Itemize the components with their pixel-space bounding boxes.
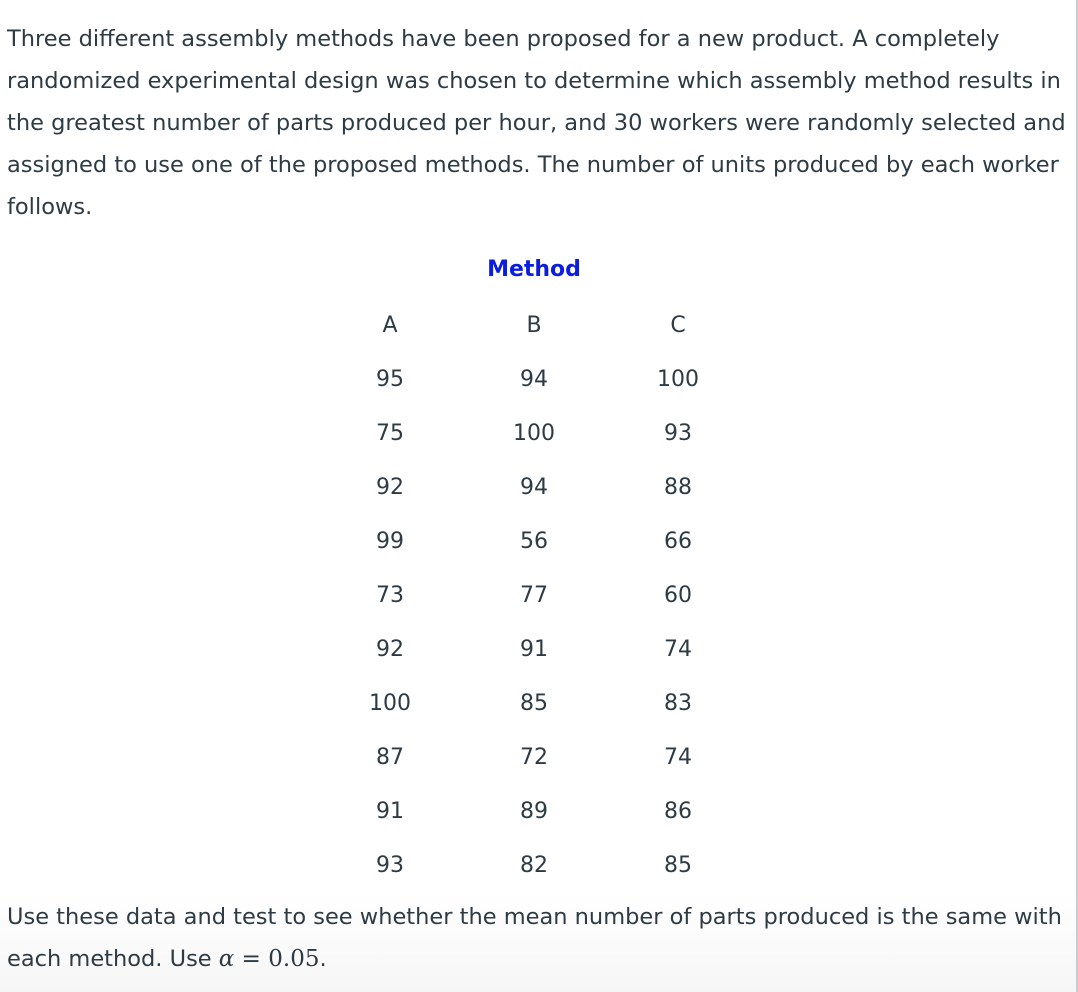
table-row	[318, 460, 750, 514]
table-cell: 100	[657, 366, 699, 392]
table-cell: 93	[664, 420, 692, 446]
table-row	[318, 622, 750, 676]
data-table	[318, 298, 750, 892]
table-cell: 82	[520, 852, 548, 878]
table-cell: 91	[520, 636, 548, 662]
instruction-prefix: Use these data and test to see whether the mean number of parts produced is the same with each method. Use	[7, 904, 1062, 972]
table-cell: 92	[376, 474, 404, 500]
table-cell: 66	[664, 528, 692, 554]
alpha-symbol: α	[218, 946, 235, 972]
table-cell: 100	[513, 420, 555, 446]
table-cell: 75	[376, 420, 404, 446]
table-cell: 87	[376, 744, 404, 770]
table-cell: 92	[376, 636, 404, 662]
table-cell: 88	[664, 474, 692, 500]
table-cell: 94	[520, 474, 548, 500]
table-body	[318, 352, 750, 892]
table-header-row	[318, 298, 750, 352]
method-table-title: Method	[487, 257, 581, 282]
table-cell: 74	[664, 636, 692, 662]
table-cell: 100	[369, 690, 411, 716]
table-row	[318, 514, 750, 568]
table-row	[318, 406, 750, 460]
table-row	[318, 352, 750, 406]
question-intro-text: Three different assembly methods have been proposed for a new product. A completely randomized experimental design was chosen to determine which assembly method results in the greatest number of parts produced per hour, and 30 workers were randomly selected and assigned to use one of the proposed methods. The number of units produced by each worker follows.	[7, 26, 1066, 220]
table-row	[318, 676, 750, 730]
table-cell: 95	[376, 366, 404, 392]
question-instruction-text	[7, 896, 1067, 980]
table-cell: 86	[664, 798, 692, 824]
column-header-a: A	[382, 312, 398, 338]
table-row	[318, 730, 750, 784]
table-cell: 74	[664, 744, 692, 770]
column-header-c: C	[670, 312, 686, 338]
table-cell: 89	[520, 798, 548, 824]
instruction-suffix: .	[319, 946, 327, 972]
table-cell: 99	[376, 528, 404, 554]
table-row	[318, 838, 750, 892]
table-cell: 94	[520, 366, 548, 392]
table-row	[318, 784, 750, 838]
table-cell: 56	[520, 528, 548, 554]
table-cell: 73	[376, 582, 404, 608]
table-cell: 77	[520, 582, 548, 608]
table-cell: 85	[520, 690, 548, 716]
table-cell: 85	[664, 852, 692, 878]
alpha-value: 0.05	[268, 946, 320, 972]
table-row	[318, 568, 750, 622]
table-cell: 60	[664, 582, 692, 608]
table-cell: 91	[376, 798, 404, 824]
table-cell: 93	[376, 852, 404, 878]
table-cell: 72	[520, 744, 548, 770]
equals-sign: =	[234, 946, 269, 972]
table-cell: 83	[664, 690, 692, 716]
column-header-b: B	[526, 312, 542, 338]
